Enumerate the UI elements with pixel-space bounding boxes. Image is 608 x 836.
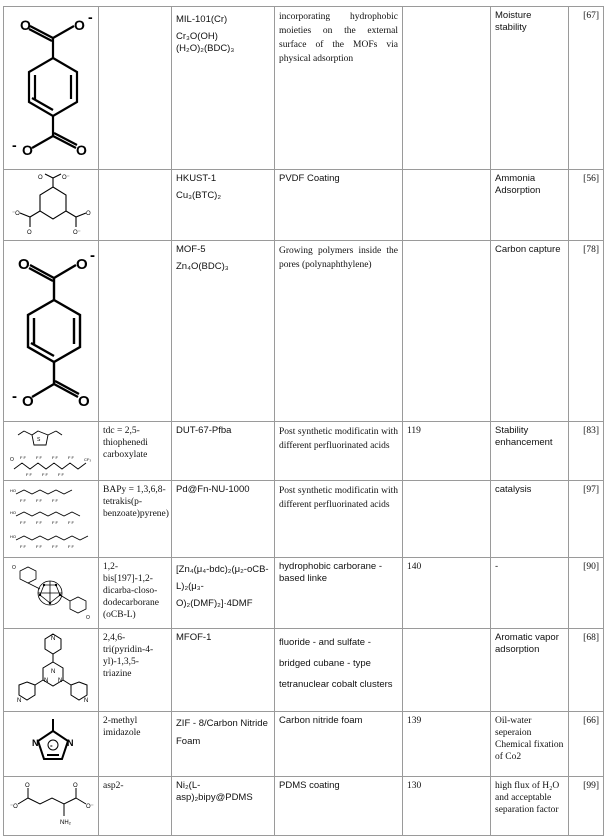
method-cell: Post synthetic modificatin with different perfluorinated acids bbox=[275, 422, 403, 481]
svg-text:O⁻: O⁻ bbox=[86, 804, 94, 810]
carborane-structure bbox=[8, 561, 98, 625]
svg-text:F F: F F bbox=[20, 498, 26, 503]
table-row bbox=[4, 241, 604, 422]
value-cell bbox=[403, 170, 491, 241]
value-cell bbox=[403, 629, 491, 712]
mof-name: HKUST-1 bbox=[176, 173, 217, 184]
mof-cell bbox=[172, 7, 275, 170]
svg-text:F F: F F bbox=[20, 455, 26, 460]
value-cell: 119 bbox=[403, 422, 491, 481]
svg-text:N: N bbox=[17, 698, 22, 704]
svg-text:O: O bbox=[18, 256, 30, 273]
structure-cell bbox=[4, 712, 99, 777]
svg-text:-: - bbox=[90, 247, 95, 264]
svg-text:O: O bbox=[86, 615, 90, 621]
reference-cell: [67] bbox=[569, 7, 604, 170]
application-cell: Stability enhancement bbox=[491, 422, 569, 481]
tripyridyl-triazine-structure bbox=[8, 632, 98, 708]
svg-text:HO: HO bbox=[10, 488, 16, 493]
structure-cell bbox=[4, 629, 99, 712]
svg-text:-: - bbox=[88, 10, 93, 25]
svg-text:N: N bbox=[84, 698, 89, 704]
svg-text:O: O bbox=[76, 256, 88, 273]
table-row bbox=[4, 712, 604, 777]
svg-text:O: O bbox=[76, 142, 87, 158]
mof-cell: Ni₂(L-asp)₂bipy@PDMS bbox=[172, 777, 275, 836]
table-row bbox=[4, 481, 604, 558]
thiophene-perfluoro-structure bbox=[8, 425, 98, 477]
svg-text:N: N bbox=[67, 738, 74, 748]
svg-text:N: N bbox=[32, 738, 39, 748]
svg-text:F F: F F bbox=[52, 520, 58, 525]
method-cell: hydrophobic carborane - based linke bbox=[275, 558, 403, 629]
svg-text:F F: F F bbox=[26, 472, 32, 477]
svg-text:⁻O: ⁻O bbox=[10, 804, 18, 810]
mof-name: MIL-101(Cr) bbox=[176, 14, 228, 25]
svg-text:HO: HO bbox=[10, 534, 16, 539]
structure-cell bbox=[4, 241, 99, 422]
svg-text:F F: F F bbox=[36, 520, 42, 525]
mof-cell bbox=[172, 422, 275, 481]
svg-text:N: N bbox=[44, 678, 49, 684]
ligand-cell: tdc = 2,5-thiophenedi carboxylate bbox=[99, 422, 172, 481]
svg-text:-: - bbox=[12, 137, 17, 153]
method-cell: incorporating hydrophobic moieties on the external surface of the MOFs via physical adsorption bbox=[275, 7, 403, 170]
svg-text:F F: F F bbox=[20, 520, 26, 525]
terephthalate-structure bbox=[8, 244, 99, 418]
svg-text:F F: F F bbox=[52, 544, 58, 549]
svg-text:CF₃: CF₃ bbox=[84, 457, 91, 462]
method-cell: Carbon nitride foam bbox=[275, 712, 403, 777]
reference-cell: [83] bbox=[569, 422, 604, 481]
svg-text:O⁻: O⁻ bbox=[62, 175, 70, 181]
reference-cell: [56] bbox=[569, 170, 604, 241]
table-row bbox=[4, 7, 604, 170]
reference-cell: [68] bbox=[569, 629, 604, 712]
mof-cell bbox=[172, 481, 275, 558]
svg-text:O: O bbox=[73, 783, 78, 789]
svg-text:F F: F F bbox=[36, 544, 42, 549]
ligand-cell bbox=[99, 170, 172, 241]
svg-text:-: - bbox=[50, 741, 53, 750]
svg-text:O: O bbox=[22, 393, 34, 410]
table-row bbox=[4, 422, 604, 481]
svg-text:-: - bbox=[12, 388, 17, 405]
svg-text:F F: F F bbox=[20, 544, 26, 549]
structure-cell bbox=[4, 170, 99, 241]
ligand-cell: 1,2-bis[197]-1,2-dicarba-closo-dodecarborane (oCB-L) bbox=[99, 558, 172, 629]
svg-text:⁻O: ⁻O bbox=[12, 211, 20, 217]
ligand-cell bbox=[99, 241, 172, 422]
aspartate-structure bbox=[8, 780, 98, 832]
value-cell: 139 bbox=[403, 712, 491, 777]
application-cell: Aromatic vapor adsorption bbox=[491, 629, 569, 712]
application-cell: Carbon capture bbox=[491, 241, 569, 422]
structure-cell bbox=[4, 558, 99, 629]
svg-text:O: O bbox=[78, 393, 90, 410]
mof-cell: MFOF-1 bbox=[172, 629, 275, 712]
ligand-cell: 2,4,6-tri(pyridin-4-yl)-1,3,5-triazine bbox=[99, 629, 172, 712]
trimesate-structure bbox=[8, 173, 98, 237]
svg-text:N: N bbox=[51, 636, 56, 642]
ligand-cell: BAPy = 1,3,6,8-tetrakis(p-benzoate)pyrene) bbox=[99, 481, 172, 558]
application-cell: - bbox=[491, 558, 569, 629]
mof-formula: Cu₃(BTC)₂ bbox=[176, 190, 222, 201]
methylimidazolate-structure bbox=[8, 715, 98, 773]
value-cell: 140 bbox=[403, 558, 491, 629]
ligand-cell: asp2- bbox=[99, 777, 172, 836]
table-row bbox=[4, 629, 604, 712]
svg-text:O⁻: O⁻ bbox=[73, 230, 81, 236]
svg-text:O: O bbox=[74, 17, 85, 33]
mof-name: Pd@Fn-NU-1000 bbox=[176, 484, 250, 495]
svg-text:F F: F F bbox=[68, 455, 74, 460]
svg-text:O: O bbox=[12, 565, 16, 571]
svg-text:O: O bbox=[22, 142, 33, 158]
svg-text:F F: F F bbox=[42, 472, 48, 477]
value-cell: 130 bbox=[403, 777, 491, 836]
method-cell: PVDF Coating bbox=[275, 170, 403, 241]
svg-text:S: S bbox=[37, 437, 41, 443]
reference-cell: [97] bbox=[569, 481, 604, 558]
structure-cell bbox=[4, 7, 99, 170]
svg-text:F F: F F bbox=[68, 544, 74, 549]
application-cell: Ammonia Adsorption bbox=[491, 170, 569, 241]
svg-text:NH₂: NH₂ bbox=[60, 820, 71, 826]
application-cell: catalysis bbox=[491, 481, 569, 558]
svg-text:F F: F F bbox=[52, 498, 58, 503]
svg-text:F F: F F bbox=[36, 498, 42, 503]
mof-table bbox=[3, 6, 604, 836]
application-cell: Moisture stability bbox=[491, 7, 569, 170]
svg-text:F F: F F bbox=[36, 455, 42, 460]
method-cell: Post synthetic modificatin with different perfluorinated acids bbox=[275, 481, 403, 558]
ligand-cell: 2-methyl imidazole bbox=[99, 712, 172, 777]
svg-text:O: O bbox=[20, 17, 31, 33]
svg-text:O: O bbox=[10, 457, 14, 463]
method-cell: Growing polymers inside the pores (polynaphthylene) bbox=[275, 241, 403, 422]
reference-cell: [90] bbox=[569, 558, 604, 629]
structure-cell bbox=[4, 481, 99, 558]
mof-name: DUT-67-Pfba bbox=[176, 425, 232, 436]
svg-text:F F: F F bbox=[52, 455, 58, 460]
table-row bbox=[4, 170, 604, 241]
table-row bbox=[4, 558, 604, 629]
structure-cell bbox=[4, 777, 99, 836]
table-row bbox=[4, 777, 604, 836]
svg-text:O: O bbox=[25, 783, 30, 789]
ligand-cell bbox=[99, 7, 172, 170]
structure-cell bbox=[4, 422, 99, 481]
value-cell bbox=[403, 7, 491, 170]
reference-cell: [66] bbox=[569, 712, 604, 777]
svg-text:O: O bbox=[86, 211, 91, 217]
mof-cell bbox=[172, 170, 275, 241]
value-cell bbox=[403, 241, 491, 422]
mof-formula: Cr₃O(OH)(H₂O)₂(BDC)₃ bbox=[176, 31, 235, 54]
method-cell: fluoride - and sulfate - bridged cubane - type tetranuclear cobalt clusters bbox=[275, 629, 403, 712]
application-cell: Oil-water seperaion Chemical fixation of Co2 bbox=[491, 712, 569, 777]
mof-formula: Zn₄O(BDC)₃ bbox=[176, 261, 229, 272]
method-cell: PDMS coating bbox=[275, 777, 403, 836]
mof-name: MOF-5 bbox=[176, 244, 206, 255]
mof-cell: [Zn₄(μ₄-bdc)₂(μ₂-oCB-L)₂(μ₃-O)₂(DMF)₂]·4DMF bbox=[172, 558, 275, 629]
perfluoro-chains-structure bbox=[8, 484, 98, 554]
svg-text:O: O bbox=[27, 230, 32, 236]
svg-text:O: O bbox=[38, 175, 43, 181]
reference-cell: [78] bbox=[569, 241, 604, 422]
svg-text:HO: HO bbox=[10, 510, 16, 515]
application-cell: high flux of H₂O and acceptable separation factor bbox=[491, 777, 569, 836]
value-cell bbox=[403, 481, 491, 558]
mof-cell bbox=[172, 241, 275, 422]
svg-text:F F: F F bbox=[68, 520, 74, 525]
svg-text:N: N bbox=[58, 678, 63, 684]
reference-cell: [99] bbox=[569, 777, 604, 836]
terephthalate-structure bbox=[8, 10, 98, 166]
svg-text:N: N bbox=[51, 669, 56, 675]
svg-text:F F: F F bbox=[58, 472, 64, 477]
mof-cell: ZIF - 8/Carbon Nitride Foam bbox=[172, 712, 275, 777]
